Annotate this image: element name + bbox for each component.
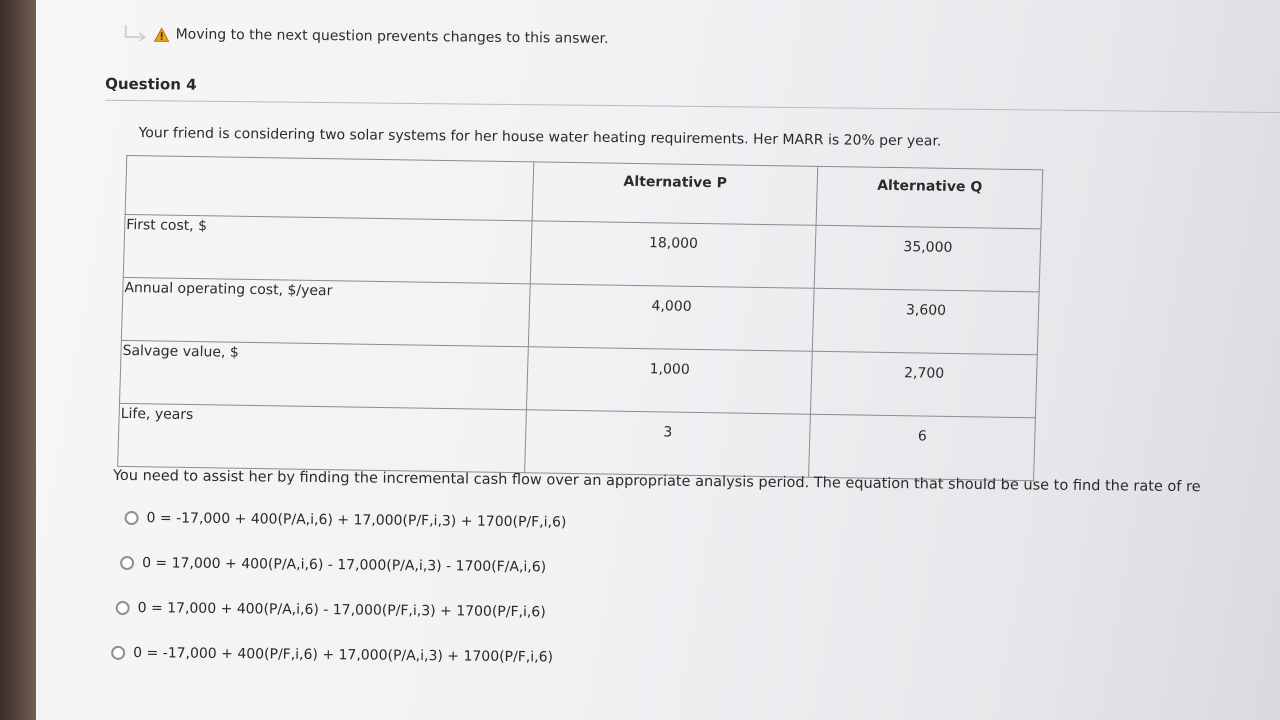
table-header-alternative-q: Alternative Q <box>816 166 1043 228</box>
alternative-p-value: 1,000 <box>526 347 812 415</box>
answer-option-3[interactable] <box>116 600 546 621</box>
table-header-blank <box>125 155 534 220</box>
radio-button[interactable] <box>116 601 130 615</box>
radio-button[interactable] <box>120 556 134 570</box>
question-title: Question 4 <box>105 74 197 94</box>
navigation-warning <box>122 23 609 50</box>
alternative-q-value: 3,600 <box>812 288 1039 355</box>
answer-option-4[interactable] <box>111 645 553 666</box>
radio-button[interactable] <box>125 511 139 525</box>
quiz-screen <box>36 0 1280 720</box>
row-label: Annual operating cost, $/year <box>121 277 530 346</box>
radio-button[interactable] <box>111 646 125 660</box>
alternatives-table <box>117 155 1043 481</box>
warning-triangle-icon <box>154 27 170 42</box>
warning-text: Moving to the next question prevents changes to this answer. <box>175 26 609 47</box>
alternative-q-value: 35,000 <box>814 225 1041 292</box>
alternative-p-value: 3 <box>525 410 811 478</box>
answer-option-text[interactable]: 0 = 17,000 + 400(P/A,i,6) - 17,000(P/A,i,3) - 1700(F/A,i,6) <box>142 555 547 576</box>
quiz-content <box>36 0 1280 720</box>
alternative-q-value: 2,700 <box>810 351 1037 418</box>
answer-option-text[interactable]: 0 = -17,000 + 400(P/A,i,6) + 17,000(P/F,i,3) + 1700(P/F,i,6) <box>146 510 567 531</box>
row-label: Salvage value, $ <box>120 340 529 409</box>
alternative-p-value: 18,000 <box>530 221 816 289</box>
answer-option-text[interactable]: 0 = 17,000 + 400(P/A,i,6) - 17,000(P/F,i,3) + 1700(P/F,i,6) <box>137 600 546 621</box>
row-label: Life, years <box>118 403 527 472</box>
question-intro: Your friend is considering two solar systems for her house water heating requirements. Her MARR is 20% per year. <box>138 125 942 150</box>
answer-option-1[interactable] <box>124 510 566 531</box>
return-arrow-icon <box>122 23 150 45</box>
question-prompt: You need to assist her by finding the incremental cash flow over an appropriate analysis period. The equation that should be use to find the rate of re <box>112 467 1201 496</box>
alternative-p-value: 4,000 <box>528 284 814 352</box>
alternative-q-value: 6 <box>809 414 1036 481</box>
table-header-alternative-p: Alternative P <box>532 162 818 225</box>
title-divider <box>105 100 1280 113</box>
answer-option-2[interactable] <box>120 555 546 575</box>
answer-option-text[interactable]: 0 = -17,000 + 400(P/F,i,6) + 17,000(P/A,i,3) + 1700(P/F,i,6) <box>133 645 554 666</box>
row-label: First cost, $ <box>123 214 532 283</box>
